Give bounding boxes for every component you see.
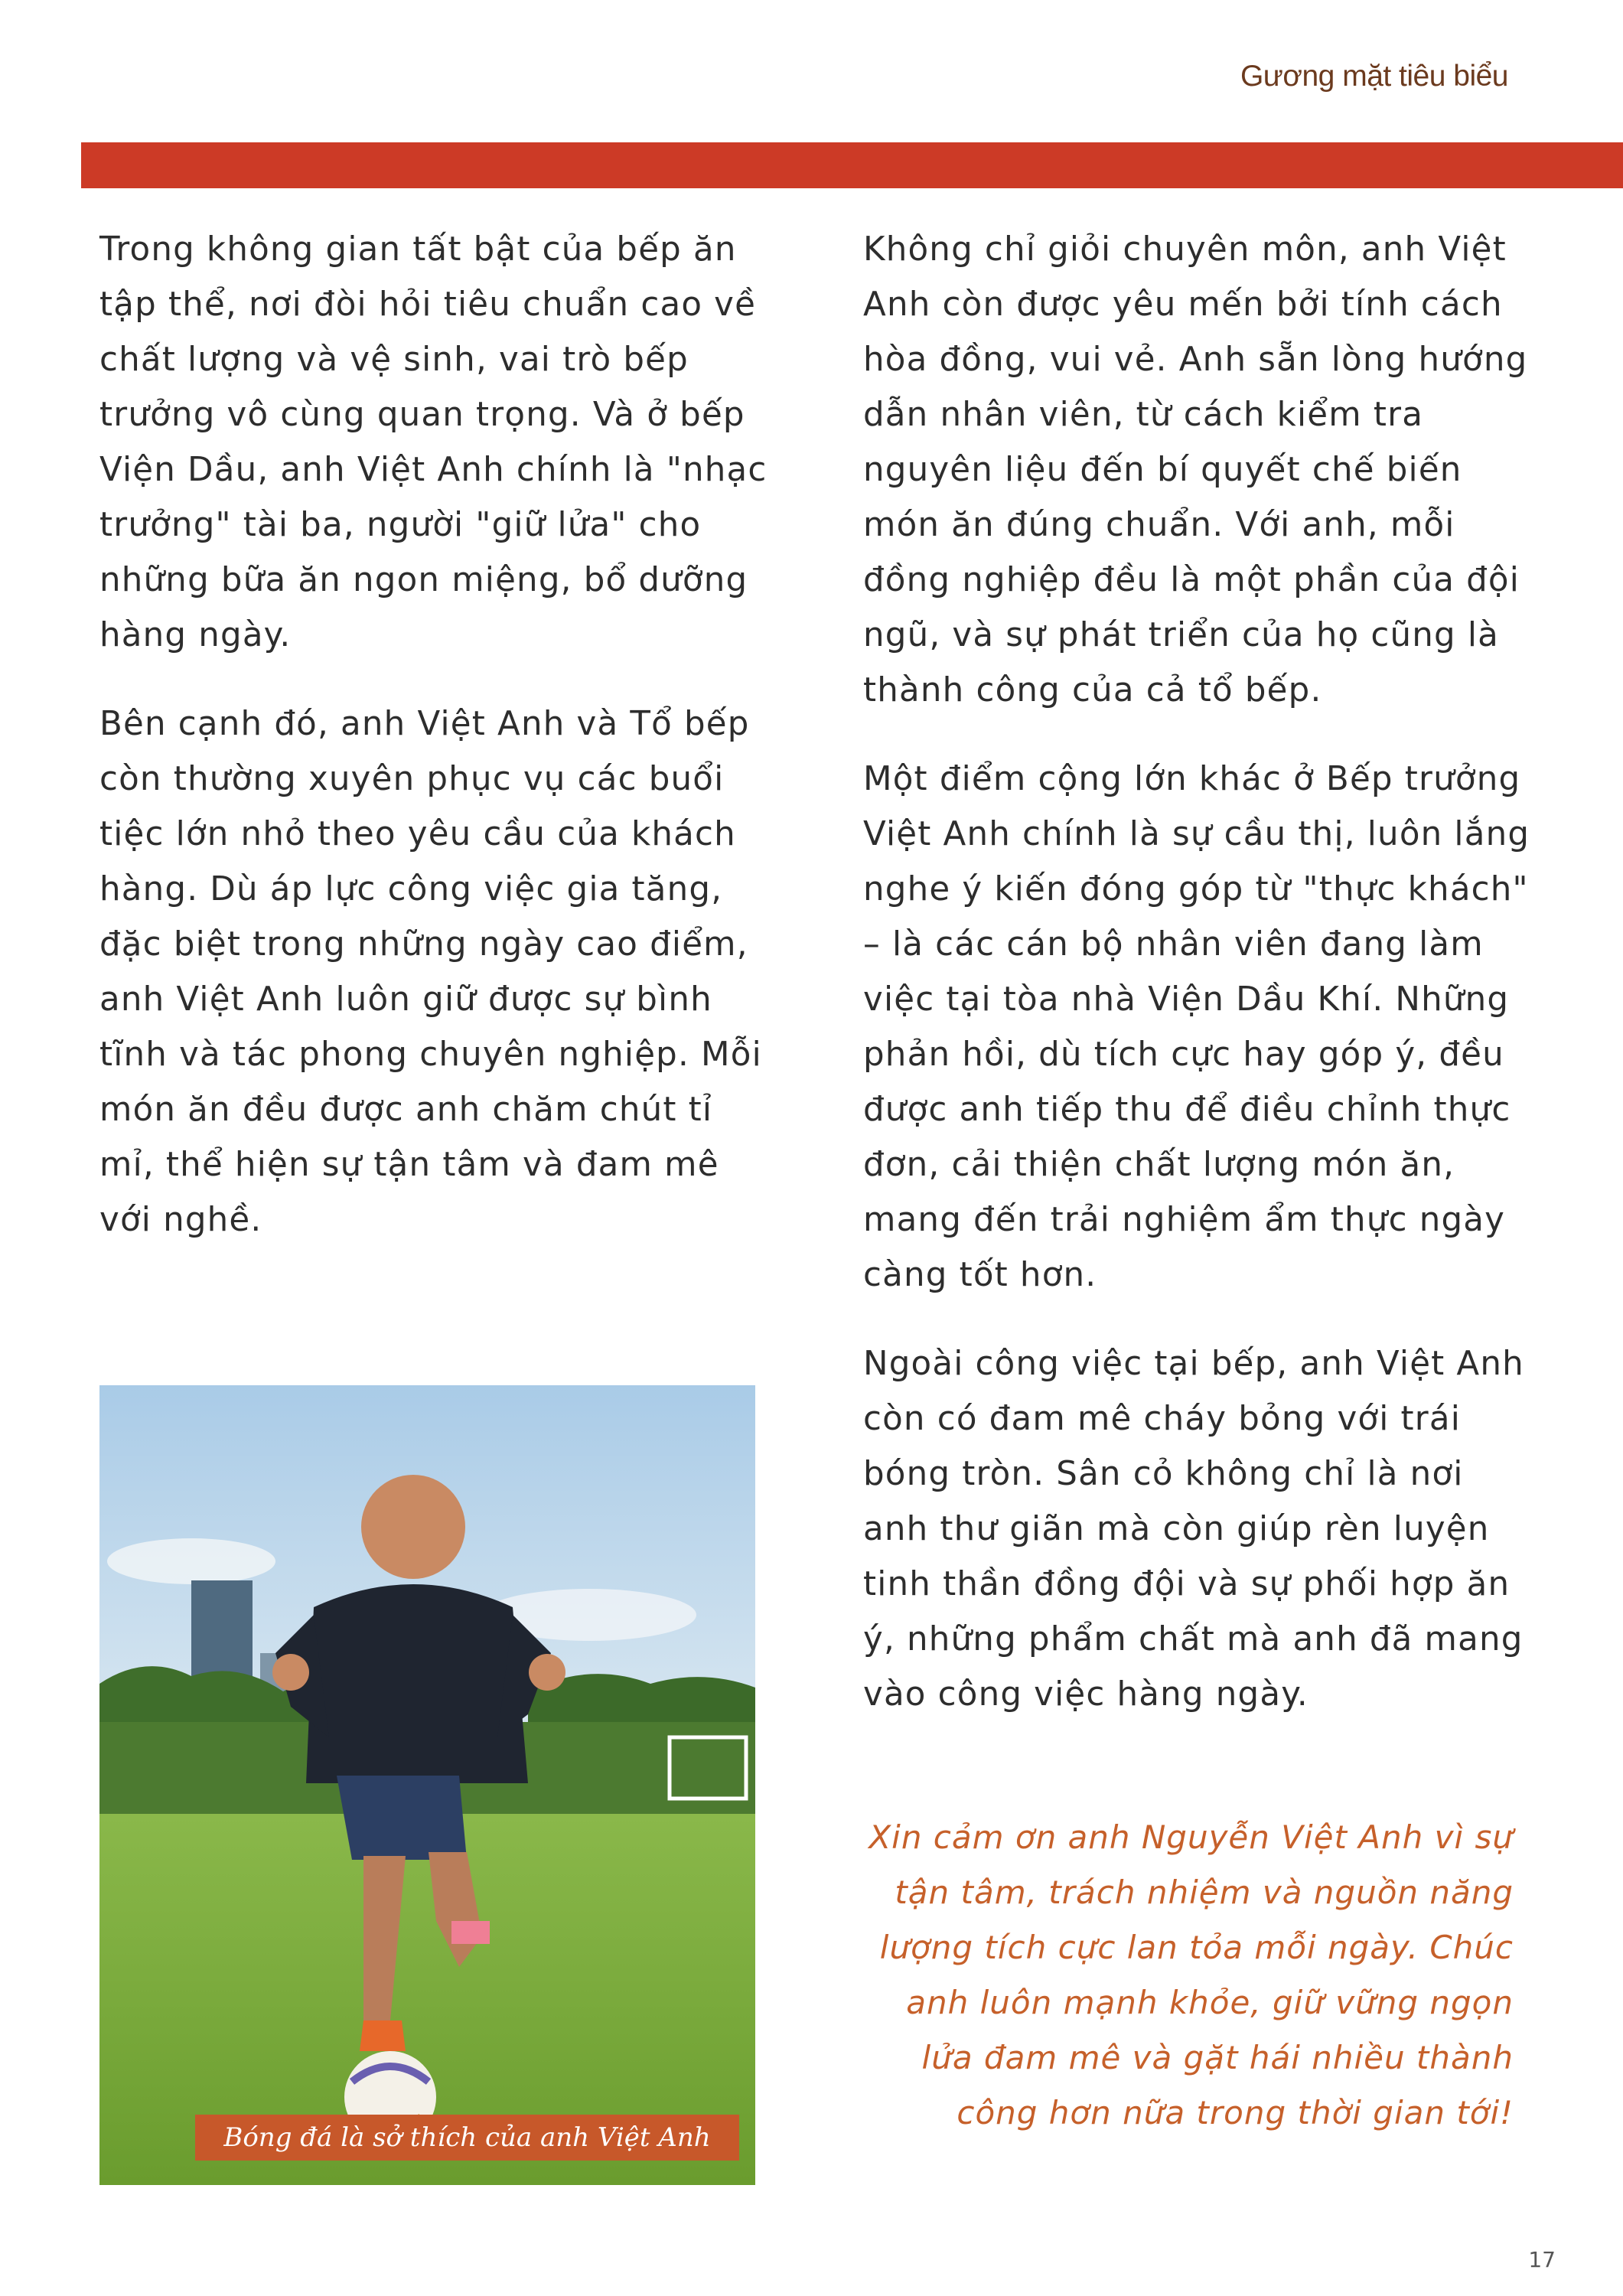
page-number: 17 bbox=[1528, 2247, 1556, 2272]
paragraph: Ngoài công việc tại bếp, anh Việt Anh còn có đam mê cháy bỏng với trái bóng tròn. Sân cỏ không chỉ là nơi anh thư giãn mà còn giúp rèn luyện tinh thần đồng đội và sự phối hợp ăn ý, những phẩm chất mà anh đã mang vào công việc hàng ngày. bbox=[863, 1345, 1524, 1714]
left-column bbox=[99, 222, 773, 1281]
right-column bbox=[863, 222, 1537, 1756]
paragraph: Trong không gian tất bật của bếp ăn tập thể, nơi đòi hỏi tiêu chuẩn cao về chất lượng và vệ sinh, vai trò bếp trưởng vô cùng quan trọng. Và ở bếp Viện Dầu, anh Việt Anh chính là "nhạc trưởng" tài ba, người "giữ lửa" cho những bữa ăn ngon miệng, bổ dưỡng hàng ngày. bbox=[99, 230, 768, 654]
photo-caption: Bóng đá là sở thích của anh Việt Anh bbox=[195, 2115, 739, 2161]
football-photo bbox=[99, 1385, 755, 2185]
paragraph: Không chỉ giỏi chuyên môn, anh Việt Anh còn được yêu mến bởi tính cách hòa đồng, vui vẻ. Anh sẵn lòng hướng dẫn nhân viên, từ cách kiểm tra nguyên liệu đến bí quyết chế biến món ăn đúng chuẩn. Với anh, mỗi đồng nghiệp đều là một phần của đội ngũ, và sự phát triển của họ cũng là thành công của cả tổ bếp. bbox=[863, 230, 1528, 709]
paragraph: Bên cạnh đó, anh Việt Anh và Tổ bếp còn thường xuyên phục vụ các buổi tiệc lớn nhỏ theo yêu cầu của khách hàng. Dù áp lực công việc gia tăng, đặc biệt trong những ngày cao điểm, anh Việt Anh luôn giữ được sự bình tĩnh và tác phong chuyên nghiệp. Mỗi món ăn đều được anh chăm chút tỉ mỉ, thể hiện sự tận tâm và đam mê với nghề. bbox=[99, 705, 762, 1239]
section-title: Gương mặt tiêu biểu bbox=[1240, 60, 1508, 93]
paragraph: Một điểm cộng lớn khác ở Bếp trưởng Việt Anh chính là sự cầu thị, luôn lắng nghe ý kiến đóng góp từ "thực khách" – là các cán bộ nhân viên đang làm việc tại tòa nhà Viện Dầu Khí. Những phản hồi, dù tích cực hay góp ý, đều được anh tiếp thu để điều chỉnh thực đơn, cải thiện chất lượng món ăn, mang đến trải nghiệm ẩm thực ngày càng tốt hơn. bbox=[863, 760, 1530, 1294]
header-band bbox=[81, 142, 1623, 188]
closing-message: Xin cảm ơn anh Nguyễn Việt Anh vì sự tận tâm, trách nhiệm và nguồn năng lượng tích cực lan tỏa mỗi ngày. Chúc anh luôn mạnh khỏe, giữ vững ngọn lửa đam mê và gặt hái nhiều thành công hơn nữa trong thời gian tới! bbox=[869, 1818, 1514, 2131]
